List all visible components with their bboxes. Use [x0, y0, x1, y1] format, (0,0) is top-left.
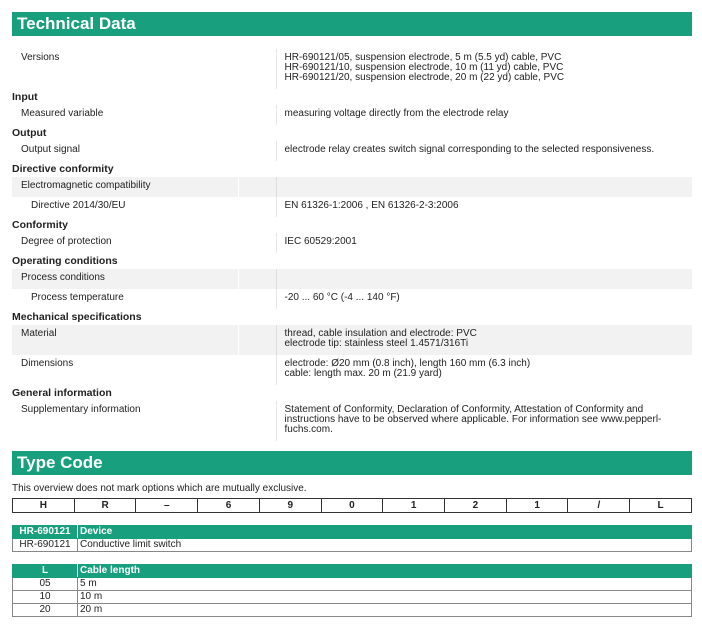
type-code-structure [12, 498, 692, 513]
spec-label-text: Directive 2014/30/EU [31, 200, 126, 211]
spec-value-text: HR-690121/05, suspension electrode, 5 m (5.5 yd) cable, PVC HR-690121/10, suspension electrode, 10 m (11 yd) cable, PVC HR-690121/20, suspension electrode, 20 m (22 yd) cable, PVC [284, 52, 565, 83]
type-code-char: 6 [198, 499, 260, 513]
table-row [12, 49, 692, 89]
type-code-char: 2 [445, 499, 507, 513]
table-row [12, 233, 692, 253]
table-row [13, 591, 692, 604]
cable-table-header-code: L [13, 565, 78, 578]
spec-group-label: Input [12, 91, 38, 103]
spec-value-text: Statement of Conformity, Declaration of Conformity, Attestation of Conformity and instructions have to be observed where applicable. For information see www.pepperl- fuchs.com. [284, 404, 662, 435]
spec-label-text: Electromagnetic compatibility [21, 180, 151, 191]
spec-group-label: Directive conformity [12, 163, 114, 175]
spec-group-heading [12, 161, 692, 177]
spec-value [276, 355, 692, 385]
spec-label-text: Measured variable [21, 108, 104, 119]
table-row [12, 105, 692, 125]
spec-value [276, 233, 692, 253]
device-description-cell: Conductive limit switch [78, 539, 692, 552]
spec-value [276, 289, 692, 309]
type-code-char: 0 [321, 499, 383, 513]
type-code-char: – [136, 499, 198, 513]
spec-label-text: Process conditions [21, 272, 105, 283]
spec-group-heading [12, 217, 692, 233]
type-code-note: This overview does not mark options which are mutually exclusive. [12, 483, 307, 494]
spec-value [276, 49, 692, 89]
spacer-cell [238, 289, 276, 309]
spec-label [12, 233, 238, 253]
type-code-char: R [74, 499, 136, 513]
spec-label [12, 105, 238, 125]
cable-length-table [12, 564, 692, 617]
spec-value-text: thread, cable insulation and electrode: PVC electrode tip: stainless steel 1.4571/316Ti [284, 328, 477, 349]
spec-label [12, 401, 238, 441]
table-row [12, 401, 692, 441]
spec-label [12, 289, 238, 309]
spec-value [276, 401, 692, 441]
device-table [12, 525, 692, 552]
device-table-header-code: HR-690121 [13, 526, 78, 539]
spec-label-text: Supplementary information [21, 404, 141, 415]
device-table-header-label: Device [78, 526, 692, 539]
spec-value [276, 269, 692, 289]
spacer-cell [238, 177, 276, 197]
cable-code-cell: 10 [13, 591, 78, 604]
spec-label [12, 269, 238, 289]
spacer-cell [238, 141, 276, 161]
spec-group-heading [12, 309, 692, 325]
cable-length-cell: 5 m [78, 578, 692, 591]
spec-group-label: Conformity [12, 219, 68, 231]
table-row [12, 289, 692, 309]
cable-table-header-label: Cable length [78, 565, 692, 578]
spec-value-text: IEC 60529:2001 [284, 236, 357, 247]
table-row [12, 269, 692, 289]
table-row [12, 325, 692, 355]
spec-label [12, 355, 238, 385]
spacer-cell [238, 105, 276, 125]
table-row [13, 578, 692, 591]
spec-label-text: Material [21, 328, 57, 339]
spec-group-heading [12, 253, 692, 269]
spec-label-text: Degree of protection [21, 236, 112, 247]
spacer-cell [238, 355, 276, 385]
type-code-char: / [568, 499, 630, 513]
spec-value-text: measuring voltage directly from the electrode relay [284, 108, 509, 119]
type-code-char: L [630, 499, 692, 513]
spec-value-text: electrode: Ø20 mm (0.8 inch), length 160 mm (6.3 inch) cable: length max. 20 m (21.9 yard) [284, 358, 531, 379]
spec-label [12, 325, 238, 355]
spec-value-text: electrode relay creates switch signal corresponding to the selected responsiveness. [284, 144, 655, 155]
spec-label [12, 197, 238, 217]
type-code-char: 1 [383, 499, 445, 513]
table-row [12, 355, 692, 385]
spec-label [12, 141, 238, 161]
spec-value [276, 177, 692, 197]
spacer-cell [238, 325, 276, 355]
cable-length-cell: 10 m [78, 591, 692, 604]
spec-group-label: Output [12, 127, 47, 139]
spec-label-text: Process temperature [31, 292, 124, 303]
cable-length-cell: 20 m [78, 604, 692, 617]
spec-group-label: Operating conditions [12, 255, 118, 267]
table-row [12, 141, 692, 161]
table-row [12, 197, 692, 217]
spec-group-heading [12, 89, 692, 105]
spec-value [276, 105, 692, 125]
table-row [13, 604, 692, 617]
spec-value [276, 325, 692, 355]
spec-value-text: -20 ... 60 °C (-4 ... 140 °F) [284, 292, 400, 303]
spec-group-label: Mechanical specifications [12, 311, 142, 323]
cable-code-cell: 20 [13, 604, 78, 617]
spec-label-text: Versions [21, 52, 60, 63]
cable-code-cell: 05 [13, 578, 78, 591]
spacer-cell [238, 401, 276, 441]
spacer-cell [238, 49, 276, 89]
table-row [12, 177, 692, 197]
technical-data-table [12, 49, 692, 441]
spec-label-text: Output signal [21, 144, 80, 155]
type-code-char: 9 [259, 499, 321, 513]
spec-label-text: Dimensions [21, 358, 74, 369]
type-code-char: 1 [506, 499, 568, 513]
spacer-cell [238, 269, 276, 289]
type-code-char: H [13, 499, 75, 513]
spec-label [12, 49, 238, 89]
spec-value [276, 197, 692, 217]
spec-value-text: EN 61326-1:2006 , EN 61326-2-3:2006 [284, 200, 459, 211]
technical-data-heading: Technical Data [12, 12, 692, 36]
device-code-cell: HR-690121 [13, 539, 78, 552]
type-code-heading: Type Code [12, 451, 692, 475]
spec-group-heading [12, 125, 692, 141]
spacer-cell [238, 233, 276, 253]
previous-page-header-fragment [12, 0, 692, 4]
spec-group-heading [12, 385, 692, 401]
spacer-cell [238, 197, 276, 217]
spec-label [12, 177, 238, 197]
spec-value [276, 141, 692, 161]
spec-group-label: General information [12, 387, 112, 399]
